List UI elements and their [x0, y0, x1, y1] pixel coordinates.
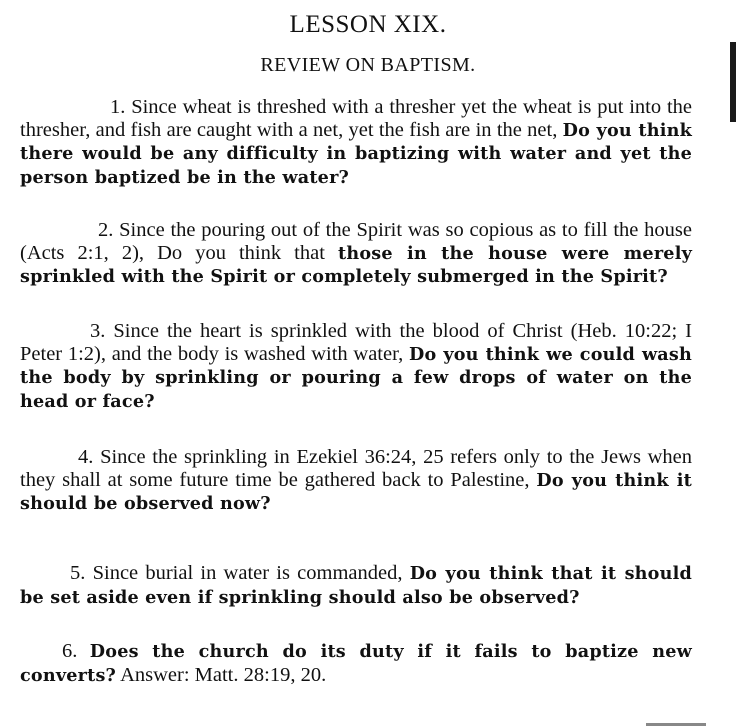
question-number: 3. — [90, 320, 106, 342]
question-text: those in the house were merely sprinkled with the Spirit or completely submerged in the Spirit? — [20, 242, 692, 287]
question-3 — [20, 320, 692, 413]
question-text: Do you think it should be observed now? — [20, 469, 692, 514]
lesson-subtitle: REVIEW ON BAPTISM. — [260, 54, 476, 76]
question-number: 1. — [110, 96, 126, 118]
question-number: 4. — [78, 446, 94, 468]
question-text: Do you think that it should be set aside even if sprinkling should also be observed? — [20, 563, 692, 608]
question-statement: Since burial in water is commanded, — [92, 562, 403, 584]
question-text: Does the church do its duty if it fails to baptize new converts? — [20, 641, 692, 686]
question-4 — [20, 446, 692, 516]
question-text: Do you think we could wash the body by sprinkling or pouring a few drops of water on the head or face? — [20, 343, 692, 412]
question-number: 5. — [70, 562, 86, 584]
question-statement: Since the sprinkling in Ezekiel 36:24, 25 refers only to the Jews when they shall at some future time be gathered back to Palestine, — [20, 446, 693, 491]
question-statement: Since wheat is threshed with a thresher yet the wheat is put into the thresher, and fish are caught with a net, yet the fish are in the net, — [20, 96, 692, 141]
question-answer: Answer: Matt. 28:19, 20. — [120, 663, 327, 686]
question-number: 2. — [98, 219, 114, 241]
question-number: 6. — [62, 640, 78, 662]
question-5 — [20, 562, 692, 609]
question-text: Do you think there would be any difficulty in baptizing with water and yet the person baptized be in the water? — [20, 119, 692, 188]
question-statement: Since the heart is sprinkled with the blood of Christ (Heb. 10:22; I Peter 1:2), and the body is washed with water, — [20, 320, 692, 365]
question-6 — [20, 640, 692, 687]
question-statement: Since the pouring out of the Spirit was so copious as to fill the house (Acts 2:1, 2), Do you think that — [20, 219, 692, 264]
scan-edge-mark — [730, 42, 736, 122]
question-2 — [20, 219, 692, 289]
lesson-title: LESSON XIX. — [289, 11, 447, 38]
question-1 — [20, 96, 692, 189]
